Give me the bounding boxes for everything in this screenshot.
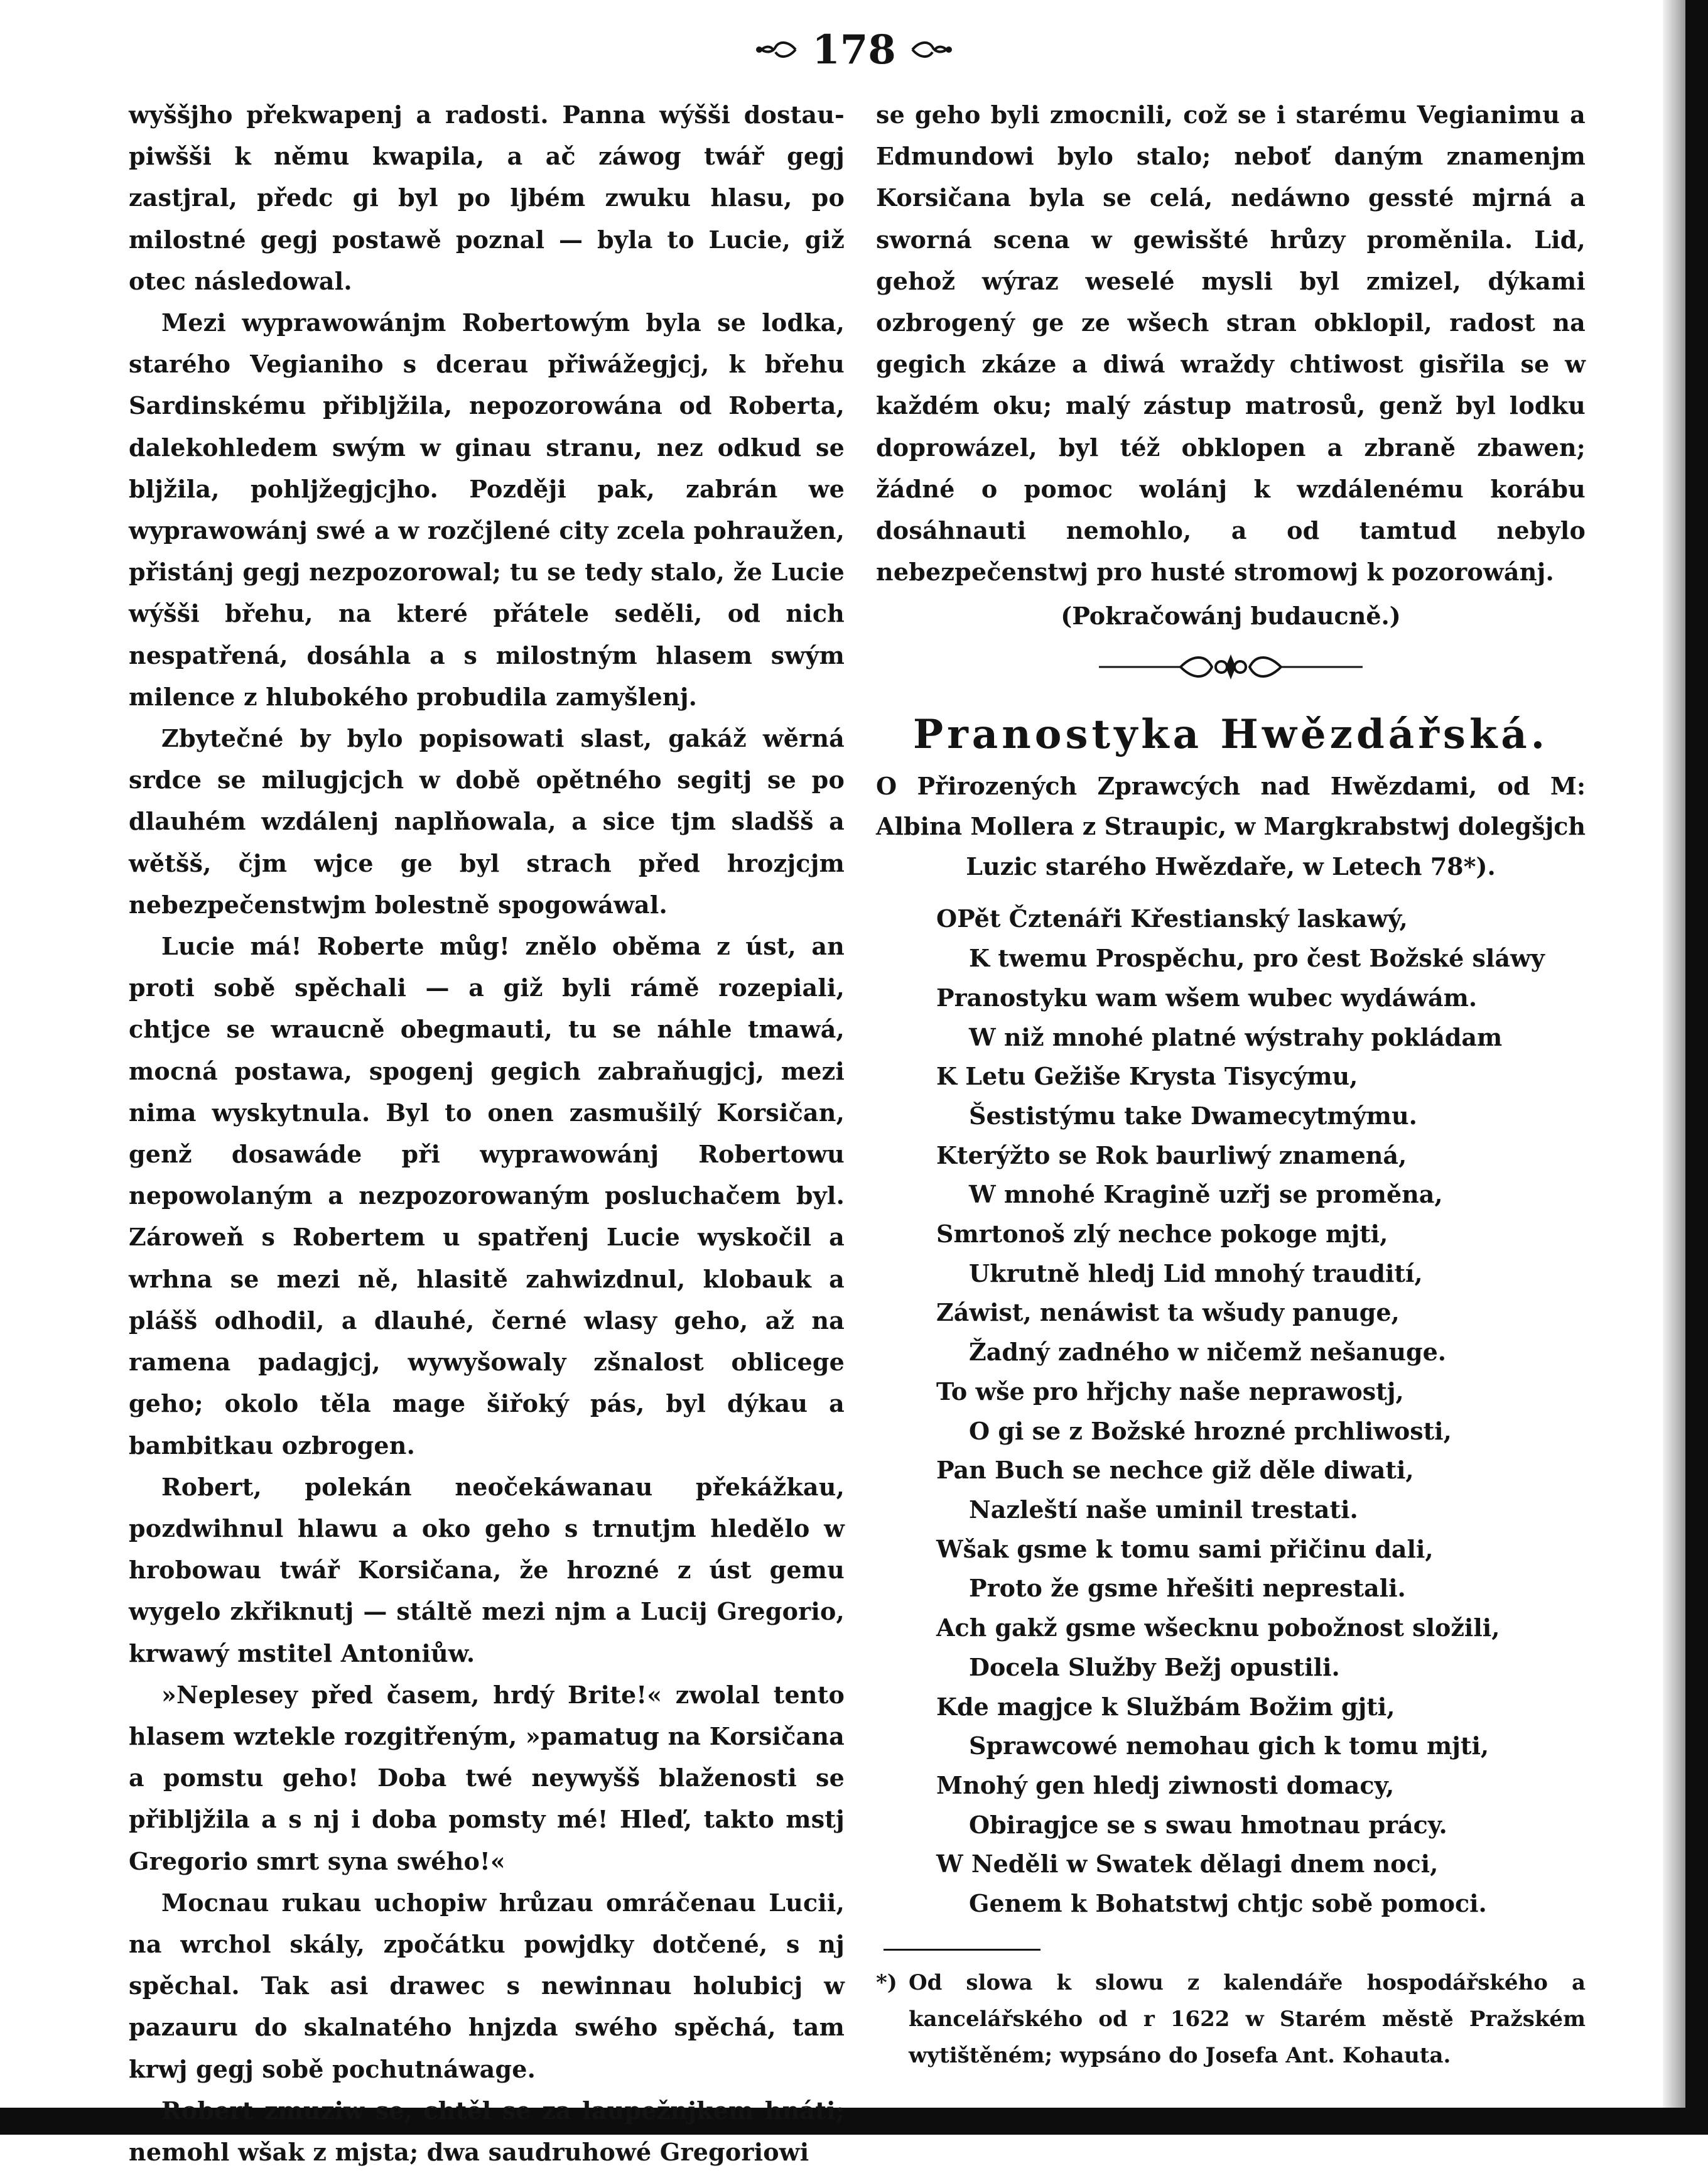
right-ornament-icon xyxy=(910,37,954,62)
verse-line: Proto že gsme hřešiti neprestali. xyxy=(969,1574,1406,1603)
paragraph: Robert, polekán neočekáwanau překážkau, pozdwihnul hlawu a oko geho s trnutjm hledělo w hrobowau twář Korsičana, že hrozné z úst gemu wygelo zkřiknutj — stáltě mezi njm a Lucij Gregorio, krwawý mstitel Antoniůw. xyxy=(129,1472,845,1667)
verse-line: W Neděli w Swatek dělagi dnem noci, xyxy=(936,1850,1439,1878)
verse-line: Obiragjce se s swau hmotnau prácy. xyxy=(969,1810,1447,1839)
verse-line: K Letu Gežiše Krysta Tisycýmu, xyxy=(936,1062,1358,1091)
verse-line: Šestistýmu take Dwamecytmýmu. xyxy=(969,1101,1417,1130)
article-subtitle: O Přirozených Zprawcých nad Hwězdami, od M: Albina Mollera z Straupic, w Margkrabstwj dolegšjch Luzic starého Hwězdaře, w Letech 78*). xyxy=(876,772,1586,881)
verse-line: Pan Buch se nechce giž děle diwati, xyxy=(936,1456,1414,1485)
poem xyxy=(876,899,1586,1923)
left-column xyxy=(129,94,845,2173)
section-divider-ornament-icon xyxy=(1099,648,1363,686)
footnote-rule xyxy=(884,1949,1040,1951)
verse-line: Ach gakž gsme wšecknu pobožnost složili, xyxy=(936,1613,1500,1642)
verse-line: Nazleští naše uminil trestati. xyxy=(969,1495,1358,1524)
verse-line: Mnohý gen hledj ziwnosti domacy, xyxy=(936,1770,1395,1799)
paragraph: Mezi wyprawowánjm Robertowým byla se lodka, starého Vegianiho s dcerau přiwážegjcj, k břehu Sardinskému přibljžila, nepozorowána od Roberta, dalekohledem swým w ginau stranu, nez odkud se bljžila, pohljžegjcjho. Později pak, zabrán we wyprawowánj swé a w rozčjlené city zcela pohraužen, přistánj gegj nezpozorowal; tu se tedy stalo, že Lucie wýšši břehu, na které přátele seděli, od nich nespatřená, dosáhla a s milostným hlasem swým milence z hlubokého probudila zamyšlenj. xyxy=(129,308,845,711)
verse-line: W niž mnohé platné wýstrahy pokládam xyxy=(969,1022,1503,1051)
verse-line: Pranostyku wam wšem wubec wydáwám. xyxy=(936,983,1478,1012)
verse-line: Smrtonoš zlý nechce pokoge mjti, xyxy=(936,1220,1388,1249)
verse-line: Sprawcowé nemohau gich k tomu mjti, xyxy=(969,1731,1489,1760)
paragraph: Robert zmuziw se, chtěl se za laupežnjkem hnáti; nemohl wšak z mjsta; dwa saudruhowé Gregoriowi xyxy=(129,2096,845,2166)
verse-line: W mnohé Kragině uzřj se proměna, xyxy=(969,1180,1443,1209)
paragraph: Mocnau rukau uchopiw hrůzau omráčenau Lucii, na wrchol skály, zpočátku powjdky dotčené, s nj spěchal. Tak asi drawec s newinnau holubicj w pazauru do skalnatého hnjzda swého spěchá, tam krwj gegj sobě pochutnáwage. xyxy=(129,1888,845,2083)
paragraph: wyššjho překwapenj a radosti. Panna wýšši dostau-piwšši k němu kwapila, a ač záwog twář gegj zastjral, předc gi byl po ljbém zwuku hlasu, po milostné gegj postawě poznal — byla to Lucie, giž otec následowal. xyxy=(129,100,845,295)
verse-line: Kde magjce k Službám Božim gjti, xyxy=(936,1692,1395,1721)
footnote xyxy=(876,1964,1586,2074)
verse-line: To wše pro hřjchy naše neprawostj, xyxy=(936,1377,1404,1406)
paragraph: Zbytečné by bylo popisowati slast, gakáž wěrná srdce se milugjcjch w době opětného segitj se po dlauhém wzdálenj naplňowala, a sice tjm sladšš a wětšš, čjm wjce ge byl strach před hrozjcjm nebezpečenstwjm bolestně spogowáwal. xyxy=(129,724,845,919)
verse-line: Genem k Bohatstwj chtjc sobě pomoci. xyxy=(969,1889,1487,1918)
verse-line: OPět Čztenáři Křestianský laskawý, xyxy=(936,904,1408,933)
paragraph: se geho byli zmocnili, což se i starému Vegianimu a Edmundowi bylo stalo; neboť daným znamenjm Korsičana byla se celá, nedáwno gessté mjrná a sworná scena w gewisšté hrůzy proměnila. Lid, gehož wýraz weselé mysli byl zmizel, dýkami ozbrogený ge ze wšech stran obklopil, radost na gegich zkáze a diwá wraždy chtiwost gisřila se w každém oku; malý zástup matrosů, genž byl lodku doprowázel, byl též obklopen a zbraně zbawen; žádné o pomoc wolánj k wzdálenému korábu dosáhnauti nemohlo, a od tamtud nebylo nebezpečenstwj pro husté stromowj k pozorowánj. xyxy=(876,100,1586,587)
to-be-continued-note: (Pokračowánj budaucně.) xyxy=(1061,602,1401,631)
page-number: 178 xyxy=(812,26,896,73)
paragraph: »Neplesey před časem, hrdý Brite!« zwolal tento hlasem wztekle rozgitřeným, »pamatug na Korsičana a pomstu geho! Doba twé neywyšš blaženosti se přibljžila a s nj i doba pomsty mé! Hleď, takto mstj Gregorio smrt syna swého!« xyxy=(129,1680,845,1875)
verse-line: K twemu Prospěchu, pro čest Božské sláwy xyxy=(969,944,1545,973)
verse-line: Ukrutně hledj Lid mnohý traudití, xyxy=(969,1259,1423,1287)
left-ornament-icon xyxy=(754,37,798,62)
footnote-mark: *) xyxy=(876,1970,897,1995)
scan-border-right xyxy=(1685,0,1708,2135)
verse-line: Wšak gsme k tomu sami přičinu dali, xyxy=(936,1534,1434,1563)
right-column xyxy=(876,94,1586,2074)
verse-line: Docela Služby Bežj opustili. xyxy=(969,1652,1340,1681)
verse-line: Záwist, nenáwist ta wšudy panuge, xyxy=(936,1298,1400,1327)
verse-line: Kterýžto se Rok baurliwý znamená, xyxy=(936,1141,1407,1169)
page-header xyxy=(741,21,967,78)
verse-line: O gi se z Božské hrozné prchliwosti, xyxy=(969,1416,1452,1445)
footnote-text: Od slowa k slowu z kalendáře hospodářského a kancelářského od r 1622 w Starém městě Pražském wytištěném; wypsáno do Josefa Ant. Kohauta. xyxy=(909,1970,1586,2068)
paragraph: Lucie má! Roberte můg! znělo oběma z úst, an proti sobě spěchali — a giž byli rámě rozepiali, chtjce se wraucně obegmauti, tu se náhle tmawá, mocná postawa, spogenj gegich zabraňugjcj, mezi nima wyskytnula. Byl to onen zasmušilý Korsičan, genž dosawáde při wyprawowánj Robertowu nepowolaným a nezpozorowaným posluchačem byl. Zároweň s Robertem u spatřenj Lucie wyskočil a wrhna se mezi ně, hlasitě zahwizdnul, klobauk a plášš odhodil, a dlauhé, černé wlasy geho, až na ramena padagjcj, wywyšowaly zšnalost oblicege geho; okolo těla mage šiřoký pás, byl dýkau a bambitkau ozbrogen. xyxy=(129,932,845,1460)
page-edge-shadow xyxy=(1663,0,1685,2108)
verse-line: Žadný zadného w ničemž nešanuge. xyxy=(969,1338,1447,1367)
article-title: Pranostyka Hwězdářská. xyxy=(912,711,1549,759)
